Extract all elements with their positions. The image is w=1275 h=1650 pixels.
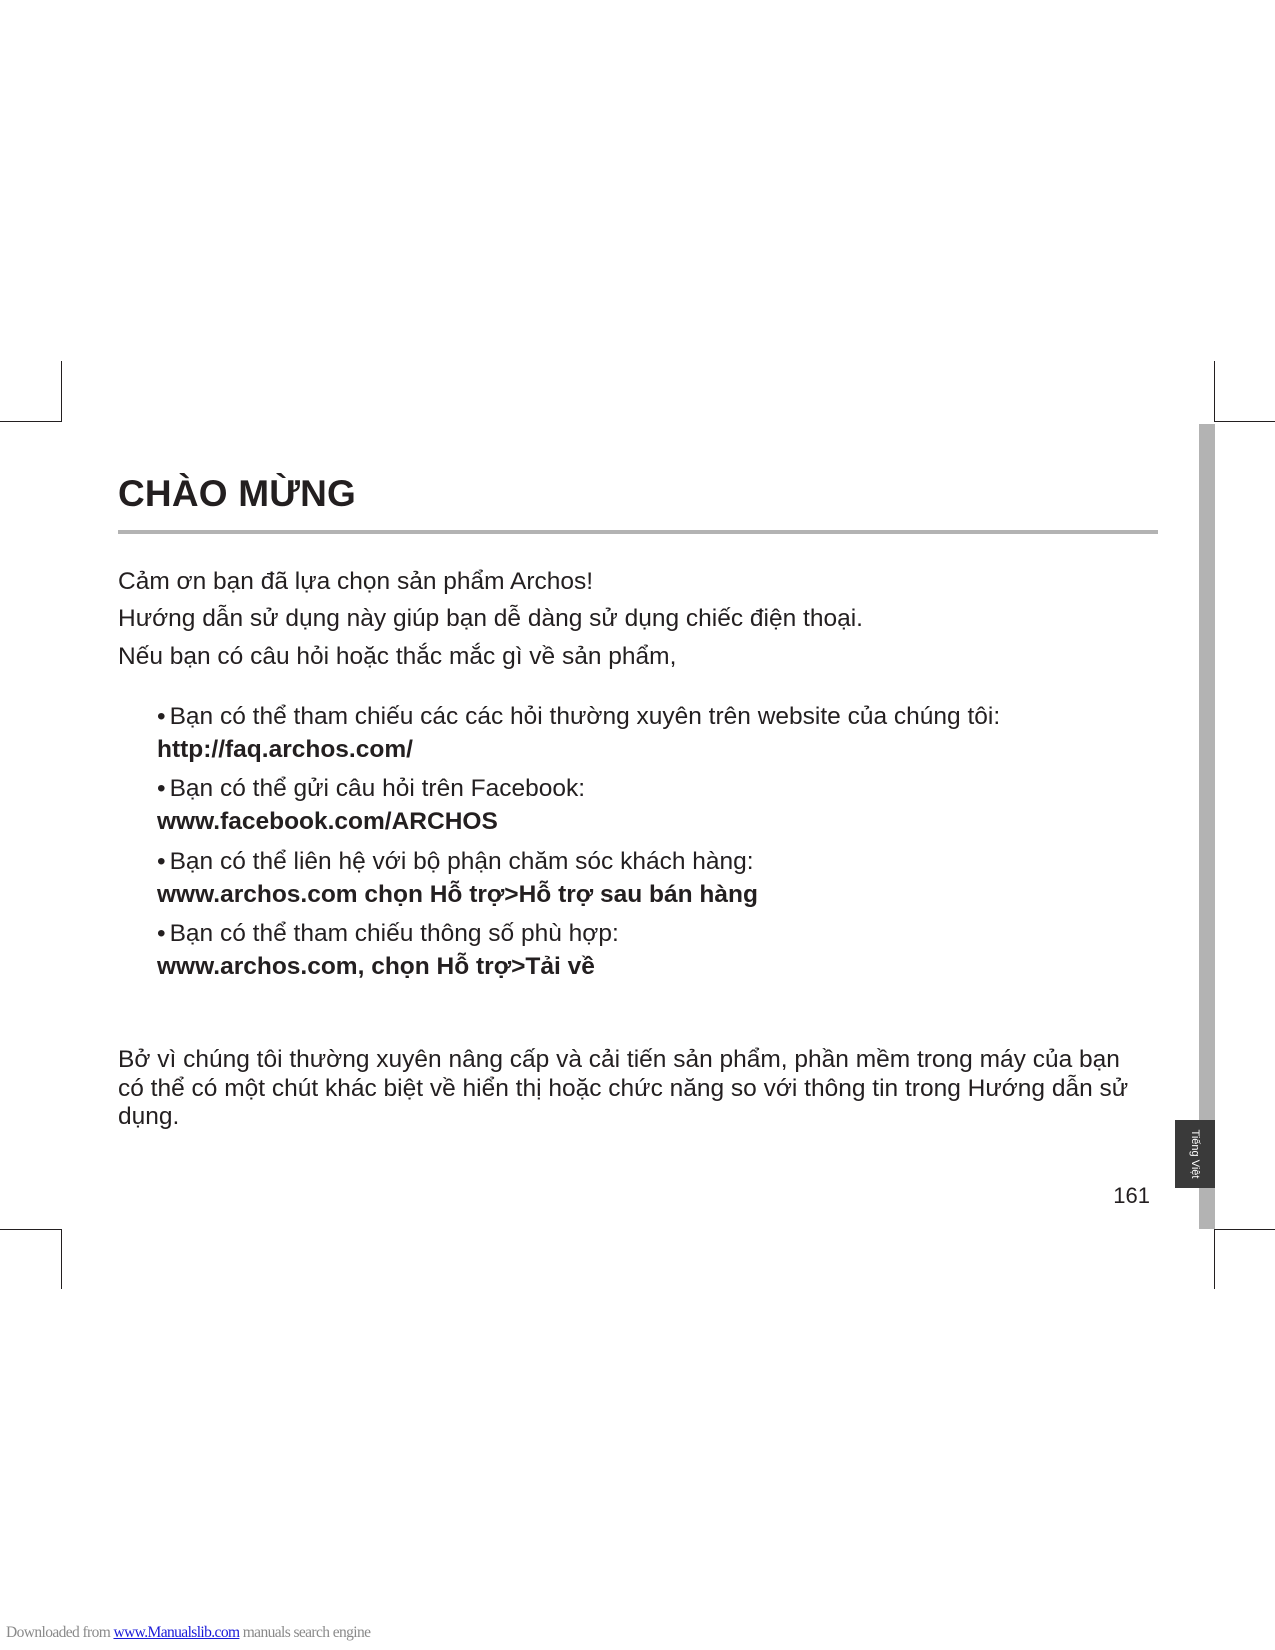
footer-suffix: manuals search engine <box>239 1624 371 1641</box>
facebook-link[interactable]: www.facebook.com/ARCHOS <box>157 808 498 835</box>
contact-text-customer-care: • Bạn có thể liên hệ với bộ phận chăm sóc khách hàng: <box>157 847 758 877</box>
language-tab-label: Tiếng Việt <box>1189 1129 1201 1179</box>
after-sales-support-link[interactable]: www.archos.com chọn Hỗ trợ>Hỗ trợ sau bán hàng <box>157 881 758 908</box>
page-number: 161 <box>1113 1183 1150 1208</box>
page-title: CHÀO MỪNG <box>118 473 357 514</box>
faq-link[interactable]: http://faq.archos.com/ <box>157 736 413 763</box>
crop-mark-bottom-right-vertical <box>1214 1229 1215 1289</box>
footer-credit <box>6 1624 370 1642</box>
contact-item-faq <box>157 702 1000 765</box>
footer-prefix: Downloaded from <box>6 1624 114 1641</box>
intro-line-thanks: Cảm ơn bạn đã lựa chọn sản phẩm Archos! <box>118 568 594 595</box>
manualslib-link[interactable]: www.Manualslib.com <box>113 1624 240 1641</box>
closing-note: Bở vì chúng tôi thường xuyên nâng cấp và cải tiến sản phẩm, phần mềm trong máy của bạn có thể có một chút khác biệt về hiển thị hoặc chức năng so với thông tin trong Hướng dẫn sử dụng. <box>118 1046 1129 1130</box>
crop-mark-top-right-horizontal <box>1214 421 1275 422</box>
contact-text-facebook: • Bạn có thể gửi câu hỏi trên Facebook: <box>157 774 585 804</box>
crop-mark-bottom-left-horizontal <box>0 1229 62 1230</box>
crop-mark-bottom-left-vertical <box>61 1229 62 1289</box>
crop-mark-top-left-vertical <box>61 361 62 421</box>
intro-line-questions: Nếu bạn có câu hỏi hoặc thắc mắc gì về sản phẩm, <box>118 643 677 670</box>
contact-text-specs: • Bạn có thể tham chiếu thông số phù hợp: <box>157 919 619 949</box>
contact-item-specs <box>157 919 619 982</box>
downloads-link[interactable]: www.archos.com, chọn Hỗ trợ>Tải về <box>157 953 595 980</box>
crop-mark-top-right-vertical <box>1214 361 1215 421</box>
title-underline-rule <box>118 530 1158 534</box>
language-tab <box>1175 1120 1215 1188</box>
contact-text-faq: • Bạn có thể tham chiếu các các hỏi thường xuyên trên website của chúng tôi: <box>157 702 1000 732</box>
contact-item-customer-care <box>157 847 758 910</box>
crop-mark-bottom-right-horizontal <box>1214 1229 1275 1230</box>
crop-mark-top-left-horizontal <box>0 421 62 422</box>
intro-line-guide: Hướng dẫn sử dụng này giúp bạn dễ dàng sử dụng chiếc điện thoại. <box>118 605 863 632</box>
side-margin-bar <box>1199 424 1215 1229</box>
contact-item-facebook <box>157 774 585 837</box>
